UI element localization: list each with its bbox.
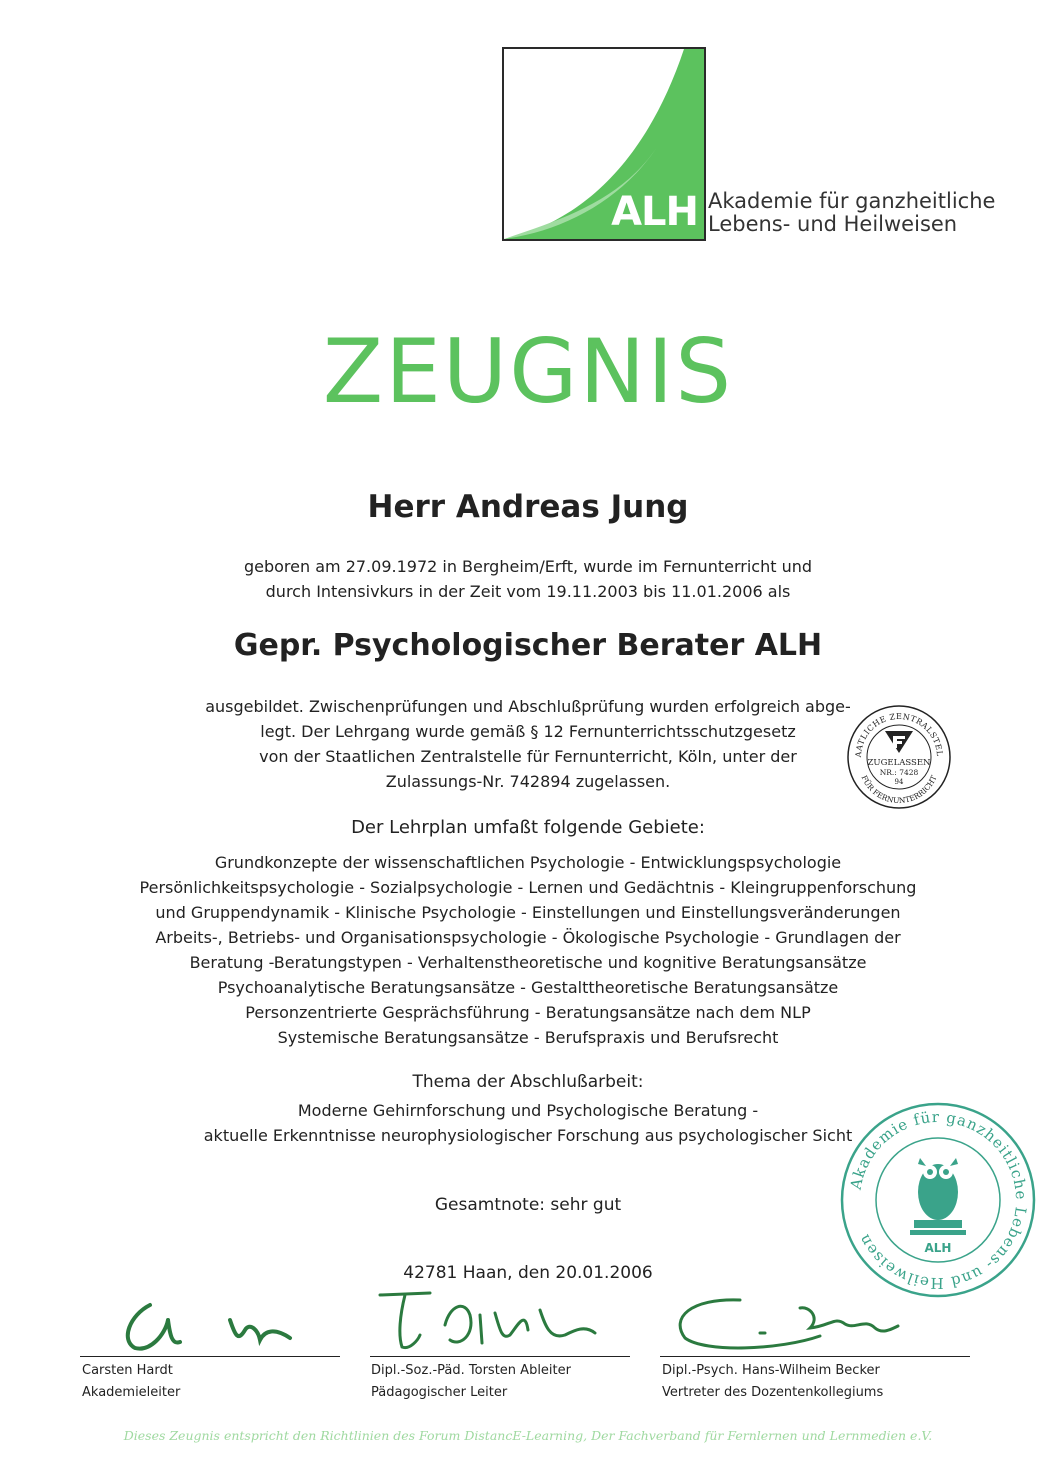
curriculum-line-3: und Gruppendynamik - Klinische Psychologie - Einstellungen und Einstellungsveränderungen [155, 903, 901, 922]
academy-logo [502, 47, 706, 241]
zfu-seal-ring-top: AATLICHE ZENTRALSTEL [853, 711, 945, 758]
signature-becker [660, 1288, 910, 1358]
zfu-seal-number: NR.: 7428 [879, 768, 919, 777]
owl-icon [910, 1158, 966, 1235]
signer-becker-name: Dipl.-Psych. Hans-Wilheim Becker [662, 1363, 880, 1378]
alh-stamp-ring-text: Akademie für ganzheitliche Lebens- und Heilweisen [846, 1107, 1031, 1293]
signature-line-2 [370, 1356, 630, 1357]
signer-ableiter-role: Pädagogischer Leiter [371, 1385, 508, 1400]
signer-becker-role: Vertreter des Dozentenkollegiums [662, 1385, 884, 1400]
document-title: ZEUGNIS [322, 320, 734, 423]
curriculum-line-2: Persönlichkeitspsychologie - Sozialpsychologie - Lernen und Gedächtnis - Kleingruppenforschung [139, 878, 917, 897]
place-and-date: 42781 Haan, den 20.01.2006 [403, 1263, 653, 1283]
thesis-line-2: aktuelle Erkenntnisse neurophysiologischer Forschung aus psychologischer Sicht [203, 1126, 853, 1145]
intro-line-1: geboren am 27.09.1972 in Bergheim/Erft, wurde im Fernunterricht und [243, 557, 813, 576]
signer-hardt [82, 1360, 180, 1404]
academy-name-line2: Lebens- und Heilweisen [708, 212, 958, 236]
svg-text:STAATLICHE ZENTRALSTELLE [845, 703, 944, 759]
intro-line-2: durch Intensivkurs in der Zeit vom 19.11.2003 bis 11.01.2006 als [265, 582, 791, 601]
curriculum-line-8: Systemische Beratungsansätze - Berufspraxis und Berufsrecht [277, 1028, 779, 1047]
body-line-1: ausgebildet. Zwischenprüfungen und Abschlußprüfung wurden erfolgreich abge- [205, 697, 851, 716]
curriculum-line-1: Grundkonzepte der wissenschaftlichen Psychologie - Entwicklungspsychologie [214, 853, 842, 872]
final-grade: Gesamtnote: sehr gut [434, 1195, 622, 1215]
academy-name-line1: Akademie für ganzheitliche [708, 189, 996, 213]
signature-line-3 [660, 1356, 970, 1357]
thesis-line-1: Moderne Gehirnforschung und Psychologische Beratung - [297, 1101, 759, 1120]
curriculum-line-7: Personzentrierte Gesprächsführung - Beratungsansätze nach dem NLP [245, 1003, 811, 1022]
signer-hardt-name: Carsten Hardt [82, 1363, 173, 1378]
qualification-title: Gepr. Psychologischer Berater ALH [233, 628, 823, 663]
zfu-seal-ring-bottom: FÜR FERNUNTERRICHT [859, 773, 939, 806]
logo-abbreviation: ALH [611, 189, 698, 235]
zfu-f-emblem-icon [885, 731, 913, 753]
signer-becker [662, 1360, 883, 1404]
body-line-2: legt. Der Lehrgang wurde gemäß § 12 Fernunterrichtsschutzgesetz [260, 722, 796, 741]
signer-hardt-role: Akademieleiter [82, 1385, 181, 1400]
curriculum-line-5: Beratung -Beratungstypen - Verhaltenstheoretische und kognitive Beratungsansätze [189, 953, 867, 972]
body-line-4: Zulassungs-Nr. 742894 zugelassen. [385, 772, 671, 791]
signer-ableiter [371, 1360, 571, 1404]
thesis-heading: Thema der Abschlußarbeit: [412, 1072, 644, 1092]
signer-ableiter-name: Dipl.-Soz.-Päd. Torsten Ableiter [371, 1363, 571, 1378]
signature-ableiter [370, 1285, 610, 1360]
footer-note: Dieses Zeugnis entspricht den Richtlinien des Forum DistancE-Learning, Der Fachverband für Fernlernen und Lernmedien e.V. [123, 1428, 933, 1443]
academy-name [708, 190, 995, 236]
signature-line-1 [80, 1356, 340, 1357]
recipient-name: Herr Andreas Jung [367, 489, 689, 525]
curriculum-heading: Der Lehrplan umfaßt folgende Gebiete: [351, 817, 705, 838]
curriculum-line-4: Arbeits-, Betriebs- und Organisationspsychologie - Ökologische Psychologie - Grundlagen der [155, 928, 901, 947]
zfu-approval-seal [845, 703, 953, 811]
curriculum-line-6: Psychoanalytische Beratungsansätze - Gestalttheoretische Beratungsansätze [217, 978, 839, 997]
body-line-3: von der Staatlichen Zentralstelle für Fernunterricht, Köln, unter der [259, 747, 797, 766]
zfu-seal-approved: ZUGELASSEN [867, 758, 931, 768]
alh-stamp-abbr: ALH [924, 1241, 952, 1255]
signature-hardt [110, 1290, 320, 1360]
zfu-seal-year: 94 [894, 778, 904, 786]
